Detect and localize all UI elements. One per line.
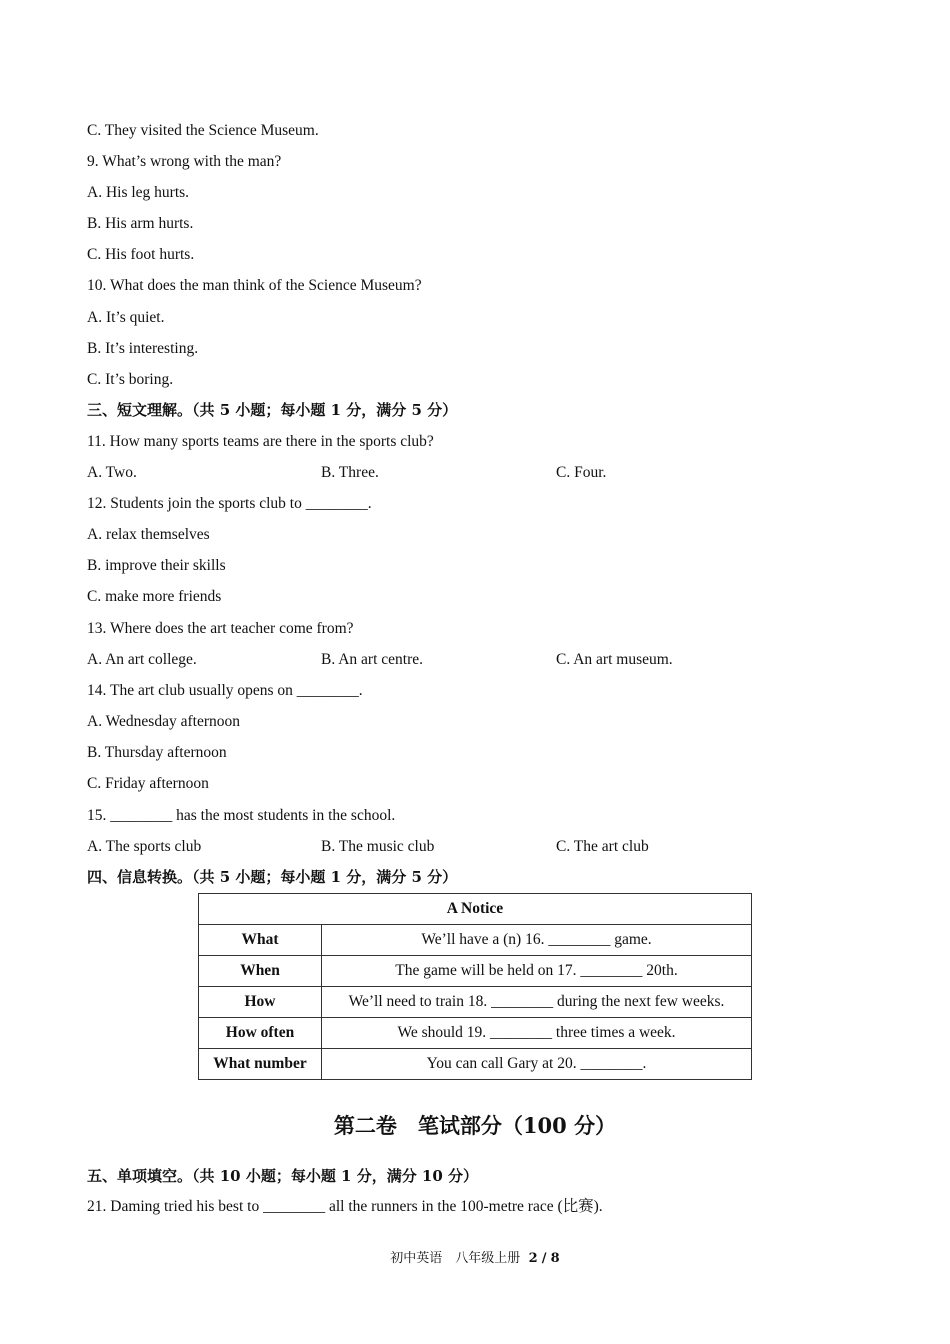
q9-stem: 9. What’s wrong with the man?: [87, 153, 282, 170]
q12-option-a: A. relax themselves: [87, 526, 210, 543]
q12-option-c: C. make more friends: [87, 588, 222, 605]
row-text-how-often: We should 19. ________ three times a week.: [322, 1018, 752, 1049]
q15-stem: 15. ________ has the most students in the school.: [87, 807, 396, 824]
q11-option-a: A. Two.: [87, 464, 137, 481]
section-5-title: 五、单项填空。（共 10 小题；每小题 1 分，满分 10 分）: [87, 1167, 479, 1185]
row-label-what: What: [199, 925, 322, 956]
footer-page-number: 2: [528, 1251, 538, 1266]
row-text-what: We’ll have a (n) 16. ________ game.: [322, 925, 752, 956]
q13-option-c: C. An art museum.: [556, 651, 673, 668]
q15-option-a: A. The sports club: [87, 838, 202, 855]
q15-option-b: B. The music club: [321, 838, 435, 855]
section-3-title: 三、短文理解。（共 5 小题；每小题 1 分，满分 5 分）: [87, 401, 458, 419]
q14-option-a: A. Wednesday afternoon: [87, 713, 240, 730]
q9-option-b: B. His arm hurts.: [87, 215, 194, 232]
footer-label: 初中英语 八年级上册: [390, 1251, 521, 1266]
row-text-how: We’ll need to train 18. ________ during the next few weeks.: [322, 987, 752, 1018]
q10-stem: 10. What does the man think of the Science Museum?: [87, 277, 422, 294]
q11-option-c: C. Four.: [556, 464, 607, 481]
q13-option-b: B. An art centre.: [321, 651, 424, 668]
notice-table: [198, 893, 752, 1080]
table-row: [199, 925, 752, 956]
row-label-what-number: What number: [199, 1049, 322, 1080]
row-label-when: When: [199, 956, 322, 987]
table-row: [199, 956, 752, 987]
table-row: [199, 987, 752, 1018]
q15-option-c: C. The art club: [556, 838, 649, 855]
q10-option-c: C. It’s boring.: [87, 371, 174, 388]
section-4-title: 四、信息转换。（共 5 小题；每小题 1 分，满分 5 分）: [87, 868, 458, 886]
q9-option-a: A. His leg hurts.: [87, 184, 190, 201]
q11-stem: 11. How many sports teams are there in the sports club?: [87, 433, 434, 450]
notice-heading: A Notice: [199, 894, 752, 925]
footer-page-total: 8: [550, 1251, 560, 1266]
q12-option-b: B. improve their skills: [87, 557, 226, 574]
q14-option-c: C. Friday afternoon: [87, 775, 209, 792]
q21-stem: 21. Daming tried his best to ________ all the runners in the 100-metre race (比赛).: [87, 1198, 603, 1215]
q11-option-b: B. Three.: [321, 464, 379, 481]
row-text-when: The game will be held on 17. ________ 20th.: [322, 956, 752, 987]
part-two-title: 第二卷 笔试部分（100 分）: [333, 1113, 617, 1138]
q14-option-b: B. Thursday afternoon: [87, 744, 227, 761]
q13-stem: 13. Where does the art teacher come from?: [87, 620, 354, 637]
q8-option-c: C. They visited the Science Museum.: [87, 122, 319, 139]
footer-separator: /: [541, 1251, 547, 1266]
q9-option-c: C. His foot hurts.: [87, 246, 195, 263]
page-footer: [0, 1247, 950, 1266]
q10-option-a: A. It’s quiet.: [87, 309, 165, 326]
table-row: [199, 1049, 752, 1080]
q10-option-b: B. It’s interesting.: [87, 340, 199, 357]
row-text-what-number: You can call Gary at 20. ________.: [322, 1049, 752, 1080]
q12-stem: 12. Students join the sports club to ________.: [87, 495, 372, 512]
row-label-how: How: [199, 987, 322, 1018]
q13-option-a: A. An art college.: [87, 651, 197, 668]
row-label-how-often: How often: [199, 1018, 322, 1049]
table-row: [199, 1018, 752, 1049]
q14-stem: 14. The art club usually opens on ________.: [87, 682, 363, 699]
